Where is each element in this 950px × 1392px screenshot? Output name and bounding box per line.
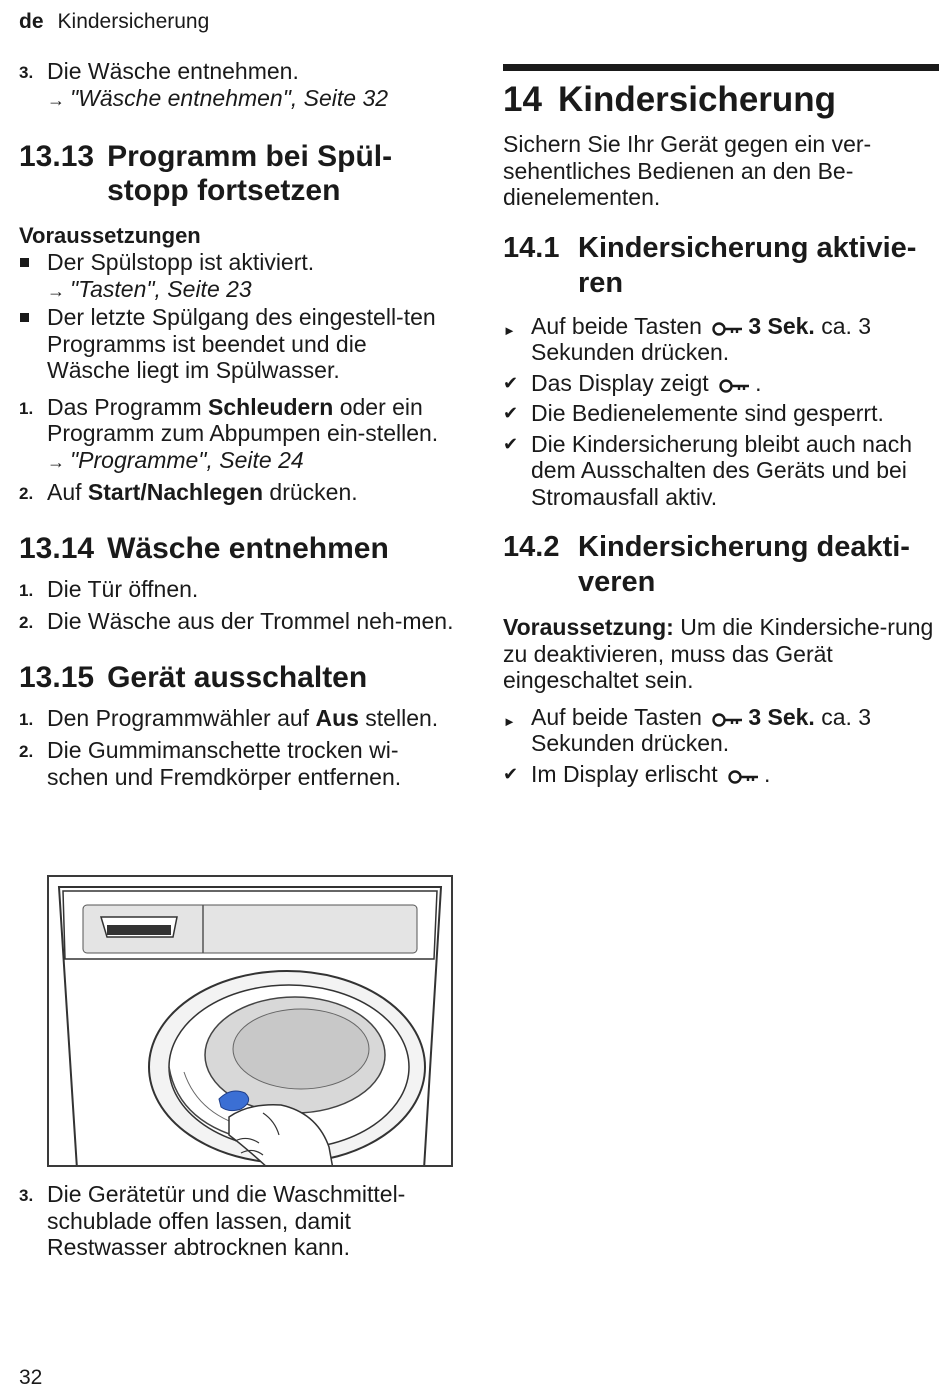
prerequisite-label: Voraussetzung: (503, 614, 674, 640)
xref-text: "Programme", Seite 24 (70, 446, 304, 473)
section-heading-13-14 (19, 532, 454, 566)
xref-text: "Wäsche entnehmen", Seite 32 (70, 84, 389, 111)
arrow-icon: → (47, 451, 65, 472)
step-text: Auf (47, 479, 88, 505)
checkmark-icon: ✔ (503, 433, 519, 454)
step-item (19, 1181, 454, 1261)
step-text: Die Tür öffnen. (47, 575, 199, 602)
chapter-title: Kindersicherung (557, 80, 837, 119)
arrow-icon: → (47, 280, 65, 301)
setting-name-bold: Aus (315, 704, 359, 731)
step-number: 1. (19, 398, 34, 418)
section-title: Gerät ausschalten (107, 660, 368, 694)
chapter-rule (503, 64, 939, 71)
page-header (19, 10, 209, 34)
section-heading-13-13 (19, 140, 454, 208)
section-title-line1: Programm bei Spül- (107, 140, 393, 173)
cross-reference-link[interactable] (47, 85, 388, 111)
step-item (19, 479, 454, 508)
checkmark-icon: ✔ (503, 372, 519, 393)
right-column (503, 64, 939, 791)
bullet-text: Der Spülstopp ist aktiviert. (47, 249, 315, 275)
washing-machine-door-illustration (47, 875, 453, 1167)
prerequisites-label: Voraussetzungen (19, 223, 201, 248)
step-number: 2. (19, 742, 34, 761)
left-column (19, 58, 454, 794)
step-number: 2. (19, 613, 34, 632)
section-title: Kindersicherung aktivie-ren (578, 231, 917, 299)
step-number: 2. (19, 484, 34, 503)
button-name-bold: Start/Nachlegen (87, 479, 264, 505)
header-title: Kindersicherung (57, 10, 210, 33)
step-number: 3. (19, 63, 34, 82)
action-text-continued: ca. 3 Sekunden drücken. (531, 312, 872, 365)
button-label-bold: 3 Sek. (748, 703, 815, 730)
bullet-square-icon (20, 258, 29, 267)
section-heading-14-1 (503, 231, 939, 301)
step-number: 1. (19, 709, 34, 729)
step-text: Den Programmwähler auf (47, 704, 316, 731)
prerequisite-paragraph (503, 614, 939, 694)
action-text: Auf beide Tasten (531, 703, 709, 730)
step-text-continued: drücken. (263, 479, 358, 505)
result-text-end: . (755, 369, 762, 396)
result-text: Die Bedienelemente sind gesperrt. (531, 400, 884, 426)
section-number: 13.13 (19, 140, 95, 173)
xref-text: "Tasten", Seite 23 (70, 275, 252, 302)
step-text: Das Programm (47, 393, 209, 420)
bullet-text: Der letzte Spülgang des eingestell-ten Programms ist beendet und die Wäsche liegt im Spülwasser. (47, 304, 436, 383)
program-name-bold: Schleudern (208, 393, 334, 420)
action-triangle-icon: ► (503, 713, 516, 729)
result-text: Die Kindersicherung bleibt auch nach dem Ausschalten des Geräts und bei Stromausfall aktiv. (531, 430, 913, 510)
key-icon (719, 378, 751, 394)
step-item (19, 608, 454, 637)
result-text: Im Display erlischt (531, 760, 724, 787)
key-icon (712, 321, 744, 337)
section-title: Wäsche entnehmen (107, 531, 389, 565)
section-number: 13.14 (19, 531, 95, 565)
step-text: Die Wäsche entnehmen. (47, 58, 299, 84)
action-text-continued: ca. 3 Sekunden drücken. (531, 703, 872, 756)
chapter-heading (503, 79, 939, 121)
step-text-continued: oder ein Programm zum Abpumpen ein-stellen. (47, 393, 439, 446)
action-triangle-icon: ► (503, 322, 516, 338)
action-item (503, 704, 939, 757)
step-item (19, 737, 454, 790)
section-heading-14-2 (503, 530, 939, 600)
cross-reference-link[interactable] (47, 447, 304, 473)
step-number: 3. (19, 1186, 34, 1205)
key-icon (712, 712, 744, 728)
section-number: 14.1 (503, 231, 560, 264)
bullet-item (19, 249, 454, 304)
section-number: 14.2 (503, 531, 560, 563)
step-item (19, 576, 454, 605)
action-item (503, 313, 939, 366)
section-title-line2: stopp fortsetzen (107, 174, 341, 207)
result-item (503, 761, 939, 788)
bullet-item (19, 304, 454, 384)
result-text: Das Display zeigt (531, 369, 716, 396)
chapter-intro: Sichern Sie Ihr Gerät gegen ein ver-sehentliches Bedienen an den Be-dienelementen. (503, 131, 872, 210)
result-item (503, 400, 939, 427)
page-number: 32 (19, 1366, 43, 1389)
bullet-square-icon (20, 313, 29, 322)
left-column-continued (19, 1181, 454, 1265)
prerequisite-text: Um die Kindersiche-rung zu deaktivieren, muss das Gerät eingeschaltet sein. (503, 614, 934, 693)
step-text: Die Gummimanschette trocken wi-schen und Fremdkörper entfernen. (47, 737, 402, 790)
section-heading-13-15 (19, 661, 454, 695)
step-item (19, 394, 454, 476)
result-item (503, 370, 939, 397)
result-item (503, 431, 939, 511)
step-text-continued: stellen. (358, 704, 439, 731)
step-item (19, 705, 454, 734)
button-label-bold: 3 Sek. (748, 312, 815, 339)
section-title: Kindersicherung deakti-veren (578, 531, 910, 598)
checkmark-icon: ✔ (503, 403, 519, 423)
step-number: 1. (19, 580, 34, 600)
result-text-end: . (763, 760, 771, 787)
action-text: Auf beide Tasten (531, 312, 709, 339)
step-text: Die Gerätetür und die Waschmittel-schublade offen lassen, damit Restwasser abtrocknen kann. (47, 1181, 406, 1260)
chapter-number: 14 (503, 80, 542, 119)
step-item (19, 58, 454, 113)
cross-reference-link[interactable] (47, 276, 252, 302)
arrow-icon: → (47, 89, 65, 110)
key-icon (728, 769, 760, 785)
language-code: de (19, 10, 44, 33)
section-number: 13.15 (19, 660, 95, 694)
step-text: Die Wäsche aus der Trommel neh-men. (47, 608, 454, 634)
checkmark-icon: ✔ (503, 763, 519, 784)
